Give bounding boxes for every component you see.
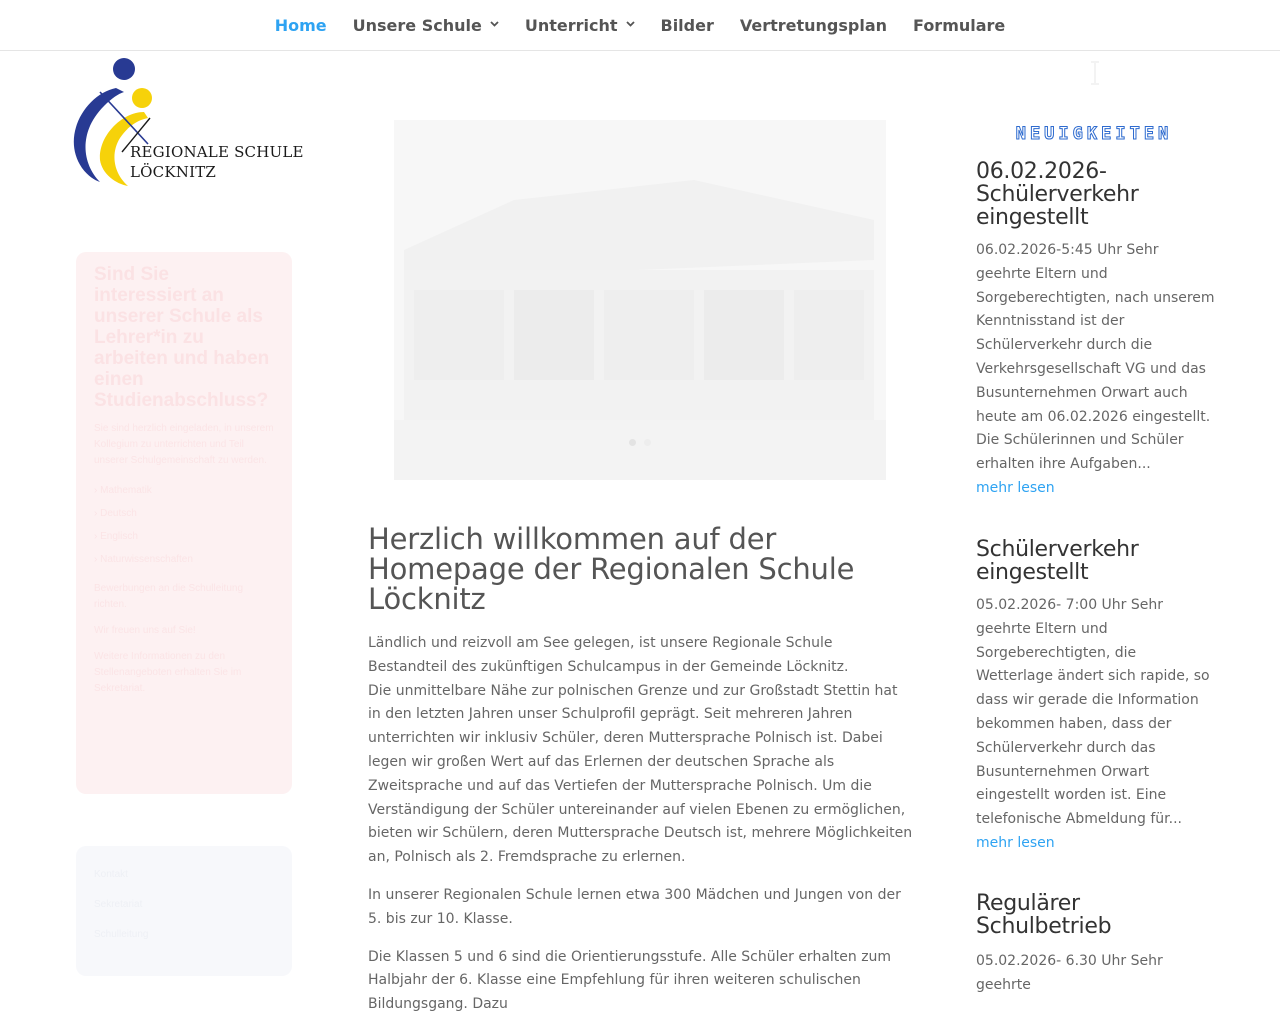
contact-line: Schulleitung [94, 929, 149, 940]
decorative-mark-icon [1088, 58, 1102, 88]
promo-list-item: › Englisch [94, 531, 138, 542]
nav-item-home[interactable] [262, 16, 340, 35]
nav-item-label: Vertretungsplan [739, 16, 888, 35]
contact-card[interactable] [76, 846, 292, 976]
promo-text: Sie sind herzlich eingeladen, in unserem Kollegium zu unterrichten und Teil unserer Schulgemeinschaft zu werden. [94, 423, 274, 466]
nav-item-label: Formulare [913, 16, 1006, 35]
news-post [976, 538, 1216, 856]
nav-item-bilder[interactable] [648, 16, 727, 35]
read-more-link[interactable]: mehr lesen [976, 479, 1055, 496]
school-building-photo [394, 120, 886, 480]
read-more-link[interactable]: mehr lesen [976, 834, 1055, 851]
teacher-recruitment-card[interactable] [76, 252, 292, 794]
promo-list-item: › Mathematik [94, 485, 152, 496]
orientation-paragraph: Die Klassen 5 und 6 sind die Orientierungsstufe. Alle Schüler erhalten zum Halbjahr der 6. Klasse eine Empfehlung für ihren weiteren schulischen Bildungsgang. Dazu [368, 948, 892, 1013]
contact-line: Sekretariat [94, 899, 143, 910]
slider-dot[interactable] [644, 439, 651, 446]
school-logo[interactable] [64, 56, 304, 188]
nav-list [0, 0, 1280, 51]
image-slider[interactable] [394, 120, 886, 480]
promo-list-item: › Naturwissenschaften [94, 554, 193, 565]
news-post-title[interactable]: Regulärer Schulbetrieb [976, 891, 1112, 939]
logo-line-2: LÖCKNITZ [130, 163, 217, 181]
logo-wordmark [130, 142, 304, 182]
news-post-title[interactable]: 06.02.2026- Schülerverkehr eingestellt [976, 159, 1139, 230]
page-title: Herzlich willkommen auf der Homepage der Regionalen Schule Löcknitz [368, 522, 855, 616]
nav-item-vertretungsplan[interactable] [727, 16, 900, 35]
nav-item-unterricht[interactable] [512, 16, 648, 35]
nav-item-label: Unterricht [524, 16, 618, 35]
news-post-excerpt: 05.02.2026- 7:00 Uhr Sehr geehrte Eltern und Sorgeberechtigten, die Wetterlage ändert sich rapide, so dass wir gerade die Information bekommen haben, dass der Schülerverkehr durch das Busunternehmen Orwart eingestellt worden ist. Eine telefonische Abmeldung für... [976, 597, 1210, 828]
nav-item-label: Home [274, 16, 327, 35]
nav-item-label: Unsere Schule [352, 16, 482, 35]
news-post-excerpt: 05.02.2026- 6.30 Uhr Sehr geehrte [976, 953, 1163, 993]
main-navigation [0, 0, 1280, 51]
nav-item-unsere-schule[interactable] [340, 16, 512, 35]
slider-dots [394, 439, 886, 446]
promo-heading: Sind Sie interessiert an unserer Schule als Lehrer*in zu arbeiten und haben einen Studienabschluss? [94, 264, 270, 411]
promo-list-item: › Deutsch [94, 508, 137, 519]
contact-line: Kontakt [94, 869, 128, 880]
logo-line-1: REGIONALE SCHULE [130, 143, 304, 161]
news-post-title[interactable]: Schülerverkehr eingestellt [976, 537, 1139, 585]
nav-item-label: Bilder [660, 16, 714, 35]
news-post [976, 892, 1216, 998]
chevron-down-icon[interactable] [626, 19, 635, 30]
news-post-excerpt: 06.02.2026-5:45 Uhr Sehr geehrte Eltern und Sorgeberechtigten, nach unserem Kenntnisstand ist der Schülerverkehr durch die Verkehrsgesellschaft VG und das Busunternehmen Orwart auch heute am 06.02.2026 eingestellt. Die Schülerinnen und Schüler erhalten ihre Aufgaben... [976, 242, 1215, 473]
promo-text-3: Wir freuen uns auf Sie! [94, 625, 196, 636]
promo-text-2: Bewerbungen an die Schulleitung richten. [94, 583, 243, 610]
chevron-down-icon[interactable] [490, 19, 499, 30]
slider-dot[interactable] [629, 439, 636, 446]
promo-text-4: Weitere Informationen zu den Stellenangeboten erhalten Sie im Sekretariat. [94, 651, 242, 694]
promo-list [94, 479, 274, 571]
news-post [976, 160, 1216, 501]
news-widget-title: NEUIGKEITEN [1015, 124, 1173, 144]
intro-paragraph: Ländlich und reizvoll am See gelegen, ist unsere Regionale Schule Bestandteil des zukünftigen Schulcampus in der Gemeinde Löcknitz. Die unmittelbare Nähe zur polnischen Grenze und zur Großstadt Stettin hat in den letzten Jahren unser Schulprofil geprägt. Seit mehreren Jahren unterrichten wir inklusiv Schüler, deren Muttersprache Polnisch ist. Dabei legen wir großen Wert auf das Erlernen der deutschen Sprache als Zweitsprache und auf das Vertiefen der Muttersprache Polnisch. Um die Verständigung der Schüler untereinander auf vielen Ebenen zu ermöglichen, bieten wir Schülern, deren Muttersprache Deutsch ist, mehrere Möglichkeiten an, Polnisch als 2. Fremdsprache zu erlernen. [368, 635, 913, 866]
nav-item-formulare[interactable] [900, 16, 1018, 35]
students-paragraph: In unserer Regionalen Schule lernen etwa 300 Mädchen und Jungen von der 5. bis zur 10. Klasse. [368, 886, 901, 927]
main-content [368, 524, 914, 1017]
